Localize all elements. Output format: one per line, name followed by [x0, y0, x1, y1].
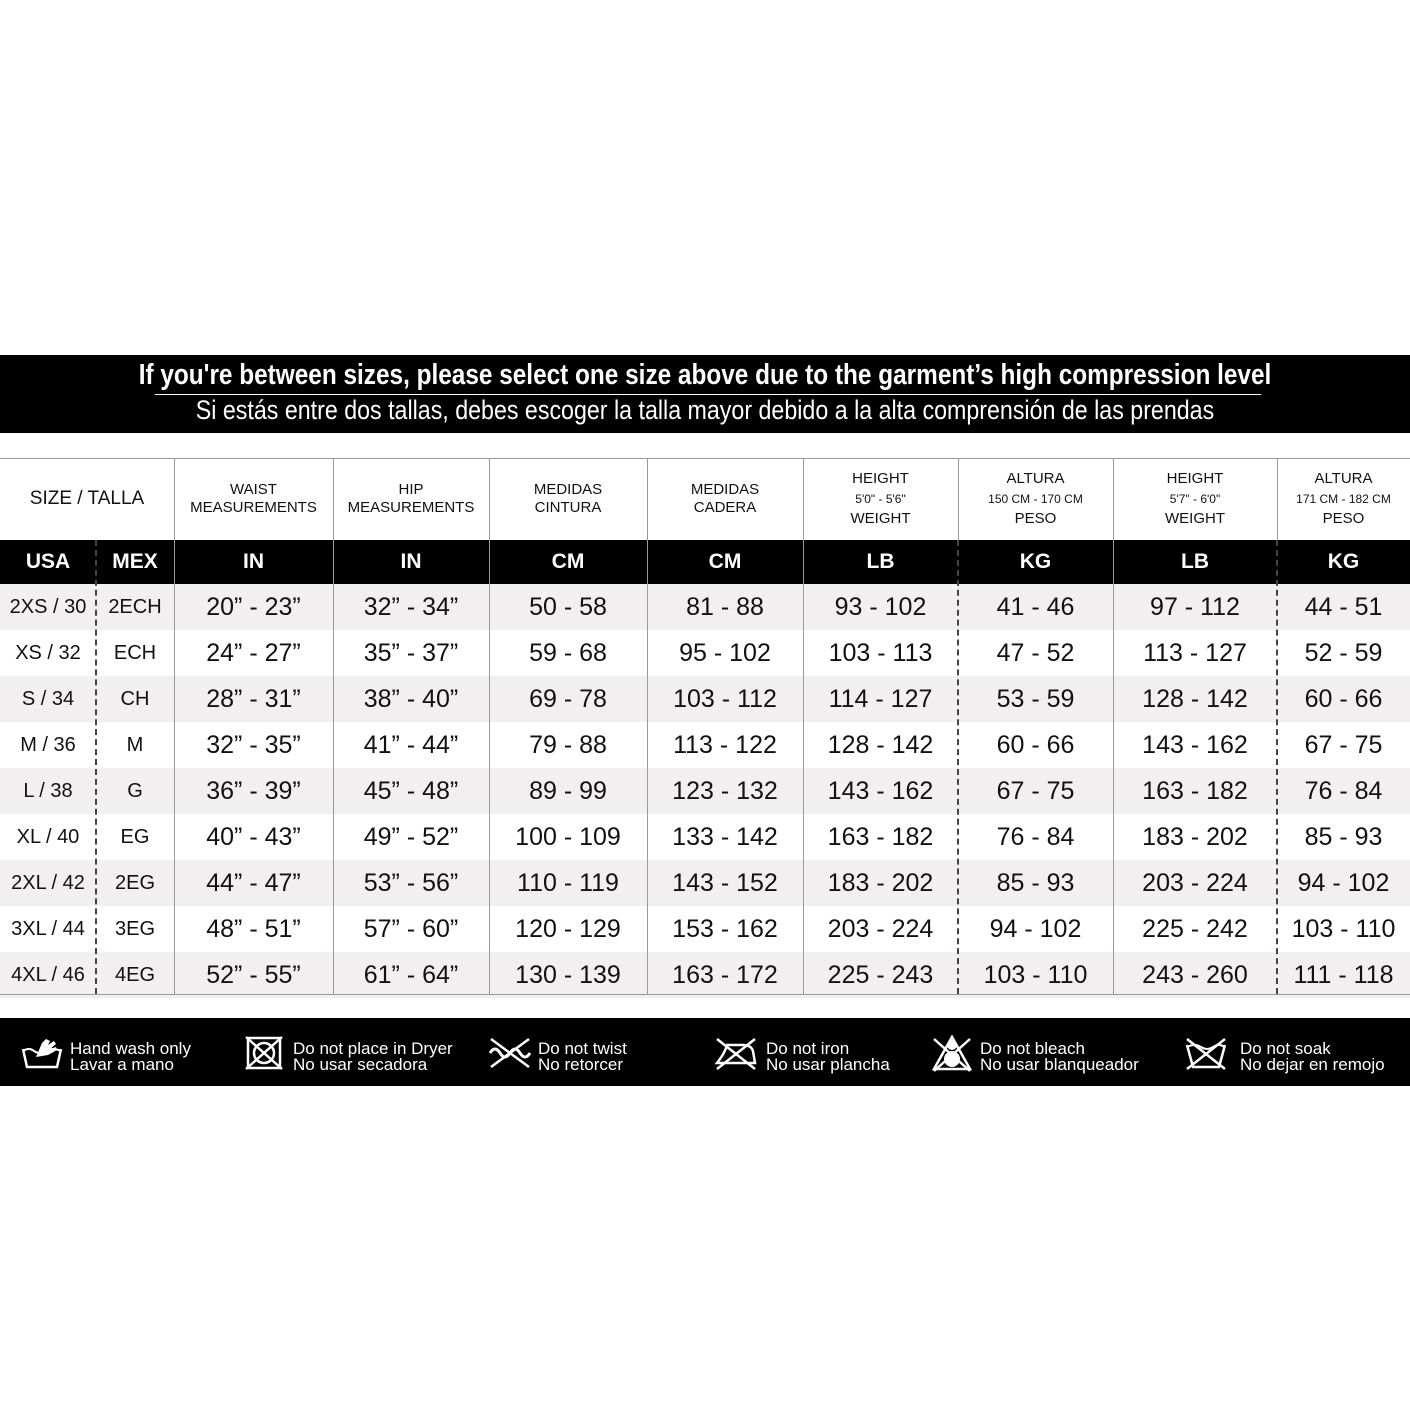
cell-size-mex: EG: [120, 825, 150, 848]
dashed-divider: [957, 540, 959, 994]
header-altura-peso-2: [1277, 458, 1410, 540]
cell-peso-kg-2: 44 - 51: [1304, 592, 1383, 621]
no-iron-icon: [713, 1035, 759, 1071]
care-label-es: Lavar a mano: [70, 1055, 174, 1074]
header-size-label: SIZE / TALLA: [29, 488, 145, 509]
cell-cadera-cm: 163 - 172: [672, 960, 778, 989]
cell-waist-in: 52” - 55”: [206, 960, 301, 989]
care-hand-wash: [20, 1018, 220, 1086]
unit-cintura-cm: CM: [551, 550, 585, 573]
cell-size-mex: G: [127, 779, 143, 802]
unit-peso-kg-1: KG: [1019, 550, 1052, 573]
column-divider: [174, 458, 175, 994]
cell-size-usa: M / 36: [20, 733, 76, 756]
unit-peso-kg-2: KG: [1327, 550, 1360, 573]
size-chart-table: [0, 458, 1410, 995]
cell-weight-lb-1: 114 - 127: [828, 684, 933, 713]
cell-weight-lb-1: 128 - 142: [827, 730, 934, 759]
no-twist-icon: [487, 1035, 533, 1071]
no-dryer-icon: [244, 1035, 284, 1071]
header-altura-range: 171 CM - 182 CM: [1296, 492, 1391, 506]
no-bleach-icon: [932, 1035, 972, 1073]
cell-cintura-cm: 130 - 139: [515, 960, 621, 989]
cell-cadera-cm: 123 - 132: [672, 776, 778, 805]
cell-cadera-cm: 153 - 162: [672, 914, 778, 943]
cell-size-mex: CH: [120, 687, 150, 710]
cell-weight-lb-1: 143 - 162: [827, 776, 934, 805]
care-label-en: Do not bleach: [980, 1039, 1085, 1058]
cell-cintura-cm: 79 - 88: [529, 730, 607, 759]
care-no-bleach: [932, 1018, 1152, 1086]
header-hip-line1: HIP: [398, 481, 424, 498]
cell-peso-kg-2: 60 - 66: [1304, 684, 1383, 713]
cell-weight-lb-1: 203 - 224: [827, 914, 934, 943]
cell-size-mex: 4EG: [114, 963, 156, 986]
header-cadera-line2: CADERA: [693, 499, 757, 516]
cell-weight-lb-2: 113 - 127: [1143, 638, 1247, 667]
cell-cadera-cm: 143 - 152: [672, 868, 778, 897]
cell-cintura-cm: 110 - 119: [517, 868, 619, 897]
cell-hip-in: 57” - 60”: [363, 914, 459, 943]
header-height-range: 5'7" - 6'0": [1169, 492, 1221, 506]
column-divider: [803, 458, 804, 994]
cell-peso-kg-1: 76 - 84: [996, 822, 1075, 851]
column-divider: [958, 458, 959, 540]
cell-weight-lb-2: 97 - 112: [1150, 592, 1240, 621]
cell-cintura-cm: 59 - 68: [529, 638, 607, 667]
cell-size-usa: XS / 32: [15, 641, 81, 664]
header-medidas-cadera: [647, 458, 803, 540]
cell-size-usa: L / 38: [23, 779, 73, 802]
hand-wash-icon: [20, 1035, 64, 1071]
table-row: [0, 722, 1410, 768]
care-label-es: No dejar en remojo: [1240, 1055, 1385, 1074]
cell-cintura-cm: 89 - 99: [529, 776, 607, 805]
cell-weight-lb-2: 128 - 142: [1142, 684, 1248, 713]
unit-cadera-cm: CM: [708, 550, 742, 573]
cell-size-usa: 2XL / 42: [11, 871, 85, 894]
cell-hip-in: 38” - 40”: [363, 684, 459, 713]
header-height-weight-2: [1113, 458, 1277, 540]
header-medidas-cintura: [489, 458, 647, 540]
care-label-en: Do not soak: [1240, 1039, 1331, 1058]
cell-weight-lb-2: 243 - 260: [1142, 960, 1248, 989]
cell-peso-kg-2: 76 - 84: [1304, 776, 1383, 805]
cell-waist-in: 32” - 35”: [206, 730, 301, 759]
care-label-es: No usar plancha: [766, 1055, 890, 1074]
cell-peso-kg-1: 53 - 59: [996, 684, 1075, 713]
cell-peso-kg-1: 85 - 93: [996, 868, 1075, 897]
column-divider: [333, 458, 334, 994]
cell-weight-lb-1: 225 - 243: [827, 960, 934, 989]
header-waist: [174, 458, 333, 540]
cell-peso-kg-1: 41 - 46: [996, 592, 1075, 621]
table-row: [0, 952, 1410, 998]
care-label-en: Do not place in Dryer: [293, 1039, 453, 1058]
cell-cintura-cm: 50 - 58: [529, 592, 607, 621]
cell-waist-in: 28” - 31”: [206, 684, 301, 713]
cell-size-usa: 3XL / 44: [11, 917, 85, 940]
cell-cadera-cm: 95 - 102: [679, 638, 771, 667]
notice-spanish: Si estás entre dos tallas, debes escoger la talla mayor debido a la alta comprensión de las prendas: [195, 395, 1215, 425]
header-height-label: HEIGHT: [852, 470, 909, 487]
cell-peso-kg-1: 94 - 102: [989, 914, 1082, 943]
cell-waist-in: 20” - 23”: [206, 592, 301, 621]
unit-weight-lb-2: LB: [1181, 550, 1209, 573]
cell-peso-kg-2: 67 - 75: [1304, 730, 1383, 759]
table-row: [0, 630, 1410, 676]
cell-weight-lb-1: 163 - 182: [827, 822, 934, 851]
column-divider: [1113, 458, 1114, 994]
compression-notice-banner: [0, 355, 1410, 433]
header-height-range: 5'0" - 5'6": [855, 492, 906, 506]
care-label-en: Hand wash only: [70, 1039, 191, 1058]
cell-peso-kg-2: 52 - 59: [1304, 638, 1383, 667]
table-row: [0, 768, 1410, 814]
unit-weight-lb-1: LB: [866, 550, 895, 573]
header-waist-line2: MEASUREMENTS: [190, 499, 317, 516]
unit-hip-in: IN: [400, 550, 422, 573]
cell-cadera-cm: 133 - 142: [672, 822, 778, 851]
care-no-iron: [713, 1018, 913, 1086]
header-altura-range: 150 CM - 170 CM: [988, 492, 1083, 506]
header-peso-label: PESO: [1014, 510, 1057, 527]
dashed-divider: [1276, 540, 1278, 994]
cell-cadera-cm: 81 - 88: [686, 592, 764, 621]
cell-size-usa: 2XS / 30: [9, 595, 87, 618]
cell-size-mex: 2ECH: [108, 595, 162, 618]
cell-size-usa: XL / 40: [16, 825, 80, 848]
cell-cintura-cm: 100 - 109: [515, 822, 621, 851]
cell-cadera-cm: 113 - 122: [673, 730, 777, 759]
care-no-soak: [1183, 1018, 1393, 1086]
cell-weight-lb-1: 93 - 102: [834, 592, 927, 621]
care-label-es: No usar blanqueador: [980, 1055, 1139, 1074]
cell-weight-lb-2: 183 - 202: [1142, 822, 1248, 851]
table-row: [0, 860, 1410, 906]
table-row: [0, 676, 1410, 722]
cell-size-mex: 2EG: [114, 871, 156, 894]
cell-hip-in: 53” - 56”: [363, 868, 459, 897]
header-weight-label: WEIGHT: [850, 510, 911, 527]
column-divider: [647, 458, 648, 994]
header-cadera-line1: MEDIDAS: [690, 481, 760, 498]
care-label-en: Do not iron: [766, 1039, 850, 1058]
cell-hip-in: 32” - 34”: [363, 592, 459, 621]
cell-size-mex: M: [126, 733, 144, 756]
header-hip: [333, 458, 489, 540]
header-peso-label: PESO: [1322, 510, 1365, 527]
header-hip-line2: MEASUREMENTS: [347, 499, 475, 516]
cell-peso-kg-1: 47 - 52: [996, 638, 1075, 667]
care-no-twist: [487, 1018, 687, 1086]
cell-waist-in: 24” - 27”: [206, 638, 301, 667]
header-altura-label: ALTURA: [1314, 470, 1373, 487]
unit-waist-in: IN: [243, 550, 264, 573]
no-soak-icon: [1183, 1035, 1229, 1071]
header-size: [0, 458, 174, 540]
table-bottom-border: [0, 994, 1410, 995]
cell-hip-in: 35” - 37”: [363, 638, 459, 667]
cell-peso-kg-2: 103 - 110: [1291, 914, 1396, 943]
care-instructions-bar: [0, 1018, 1410, 1086]
care-label-es: No usar secadora: [293, 1055, 428, 1074]
units-header-row: [0, 540, 1410, 584]
care-label-en: Do not twist: [538, 1039, 627, 1058]
cell-peso-kg-2: 111 - 118: [1293, 960, 1394, 989]
header-height-label: HEIGHT: [1166, 470, 1224, 487]
cell-size-mex: 3EG: [114, 917, 156, 940]
dashed-divider: [95, 540, 97, 994]
cell-weight-lb-2: 163 - 182: [1142, 776, 1248, 805]
cell-waist-in: 36” - 39”: [206, 776, 301, 805]
cell-weight-lb-1: 183 - 202: [827, 868, 934, 897]
cell-peso-kg-1: 60 - 66: [996, 730, 1075, 759]
cell-peso-kg-2: 85 - 93: [1304, 822, 1383, 851]
cell-hip-in: 49” - 52”: [363, 822, 459, 851]
cell-peso-kg-2: 94 - 102: [1297, 868, 1390, 897]
header-altura-label: ALTURA: [1006, 470, 1065, 487]
column-divider: [489, 458, 490, 994]
cell-size-mex: ECH: [113, 641, 157, 664]
cell-hip-in: 45” - 48”: [363, 776, 459, 805]
unit-usa: USA: [25, 550, 71, 573]
cell-cadera-cm: 103 - 112: [673, 684, 777, 713]
unit-mex: MEX: [112, 550, 158, 573]
cell-size-usa: S / 34: [21, 687, 75, 710]
cell-weight-lb-2: 203 - 224: [1142, 868, 1248, 897]
cell-size-usa: 4XL / 46: [11, 963, 85, 986]
header-weight-label: WEIGHT: [1165, 510, 1225, 527]
cell-hip-in: 61” - 64”: [363, 960, 459, 989]
cell-cintura-cm: 69 - 78: [529, 684, 607, 713]
cell-waist-in: 44” - 47”: [206, 868, 301, 897]
header-cintura-line1: MEDIDAS: [533, 481, 603, 498]
column-divider: [1277, 458, 1278, 540]
table-row: [0, 814, 1410, 860]
care-no-dryer: [244, 1018, 484, 1086]
cell-cintura-cm: 120 - 129: [515, 914, 621, 943]
table-row: [0, 906, 1410, 952]
cell-weight-lb-1: 103 - 113: [828, 638, 933, 667]
care-label-es: No retorcer: [538, 1055, 624, 1074]
table-row: [0, 584, 1410, 630]
notice-english: If you're between sizes, please select one size above due to the garment’s high compression level: [138, 359, 1272, 391]
cell-waist-in: 48” - 51”: [206, 914, 301, 943]
cell-peso-kg-1: 103 - 110: [983, 960, 1088, 989]
cell-peso-kg-1: 67 - 75: [996, 776, 1075, 805]
header-cintura-line2: CINTURA: [534, 499, 602, 516]
cell-weight-lb-2: 143 - 162: [1142, 730, 1248, 759]
header-height-weight-1: [803, 458, 958, 540]
cell-waist-in: 40” - 43”: [206, 822, 301, 851]
cell-hip-in: 41” - 44”: [363, 730, 459, 759]
cell-weight-lb-2: 225 - 242: [1142, 914, 1248, 943]
header-altura-peso-1: [958, 458, 1113, 540]
header-waist-line1: WAIST: [230, 481, 277, 498]
